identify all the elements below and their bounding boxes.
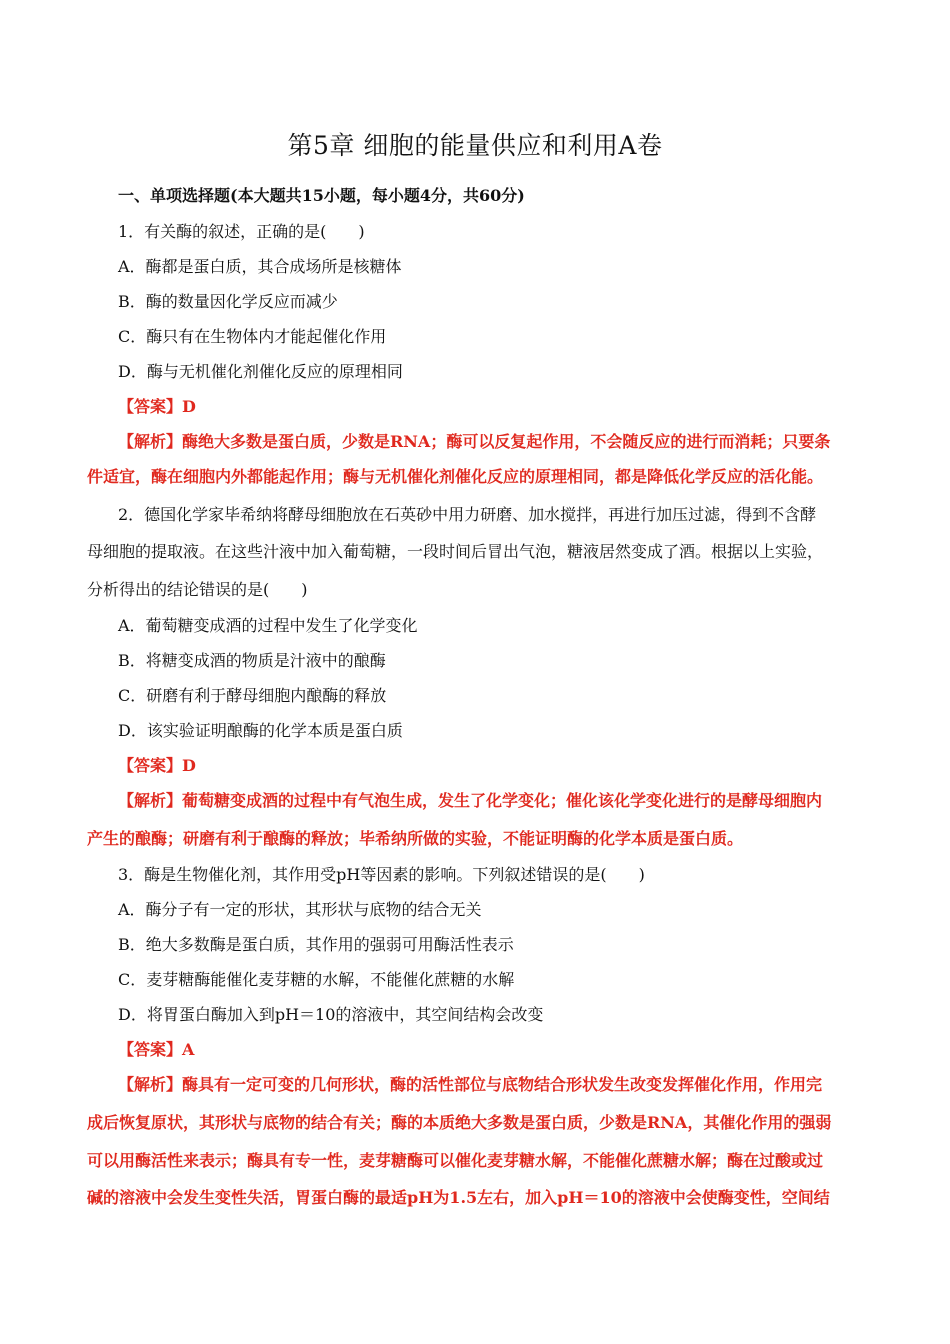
question-2-stem-cont: 分析得出的结论错误的是( ) — [87, 580, 308, 599]
question-3-analysis-cont: 成后恢复原状，其形状与底物的结合有关；酶的本质绝大多数是蛋白质，少数是RNA，其催化作用的强弱 — [87, 1113, 832, 1132]
question-1-option-c: C．酶只有在生物体内才能起催化作用 — [118, 327, 387, 346]
question-2-analysis-cont: 产生的酿酶；研磨有利于酿酶的释放；毕希纳所做的实验，不能证明酶的化学本质是蛋白质。 — [87, 829, 744, 848]
question-3-analysis-cont: 碱的溶液中会发生变性失活，胃蛋白酶的最适pH为1.5左右，加入pH＝10的溶液中会使酶变性，空间结 — [87, 1188, 830, 1207]
question-1-answer: 【答案】D — [118, 397, 196, 416]
question-3-option-d: D．将胃蛋白酶加入到pH＝10的溶液中，其空间结构会改变 — [118, 1005, 544, 1024]
question-2-option-c: C．研磨有利于酵母细胞内酿酶的释放 — [118, 686, 387, 705]
question-2-stem: 2．德国化学家毕希纳将酵母细胞放在石英砂中用力研磨、加水搅拌，再进行加压过滤，得到不含酵 — [118, 505, 817, 524]
question-2-analysis: 【解析】葡萄糖变成酒的过程中有气泡生成，发生了化学变化；催化该化学变化进行的是酵母细胞内 — [118, 791, 823, 810]
page-title: 第5章 细胞的能量供应和利用A卷 — [287, 131, 663, 160]
section-header: 一、单项选择题(本大题共15小题，每小题4分，共60分) — [118, 186, 525, 205]
question-1-analysis-cont: 件适宜，酶在细胞内外都能起作用；酶与无机催化剂催化反应的原理相同，都是降低化学反应的活化能。 — [87, 467, 824, 486]
question-2-option-d: D．该实验证明酿酶的化学本质是蛋白质 — [118, 721, 403, 740]
question-1-option-b: B．酶的数量因化学反应而减少 — [118, 292, 338, 311]
question-2-option-b: B．将糖变成酒的物质是汁液中的酿酶 — [118, 651, 386, 670]
question-1-analysis: 【解析】酶绝大多数是蛋白质，少数是RNA；酶可以反复起作用，不会随反应的进行而消耗；只要条 — [118, 432, 831, 451]
question-2-answer: 【答案】D — [118, 756, 196, 775]
question-2-stem-cont: 母细胞的提取液。在这些汁液中加入葡萄糖，一段时间后冒出气泡，糖液居然变成了酒。根据以上实验， — [87, 542, 824, 561]
question-1-option-a: A．酶都是蛋白质，其合成场所是核糖体 — [118, 257, 402, 276]
question-3-stem: 3．酶是生物催化剂，其作用受pH等因素的影响。下列叙述错误的是( ) — [118, 865, 645, 884]
question-3-analysis-cont: 可以用酶活性来表示；酶具有专一性，麦芽糖酶可以催化麦芽糖水解，不能催化蔗糖水解；酶在过酸或过 — [87, 1151, 824, 1170]
question-3-option-b: B．绝大多数酶是蛋白质，其作用的强弱可用酶活性表示 — [118, 935, 514, 954]
question-2-option-a: A．葡萄糖变成酒的过程中发生了化学变化 — [118, 616, 418, 635]
question-1-option-d: D．酶与无机催化剂催化反应的原理相同 — [118, 362, 403, 381]
question-3-analysis: 【解析】酶具有一定可变的几何形状，酶的活性部位与底物结合形状发生改变发挥催化作用，作用完 — [118, 1075, 823, 1094]
question-3-option-a: A．酶分子有一定的形状，其形状与底物的结合无关 — [118, 900, 482, 919]
question-3-option-c: C．麦芽糖酶能催化麦芽糖的水解，不能催化蔗糖的水解 — [118, 970, 515, 989]
question-3-answer: 【答案】A — [118, 1040, 195, 1059]
question-1-stem: 1．有关酶的叙述，正确的是( ) — [118, 222, 365, 241]
